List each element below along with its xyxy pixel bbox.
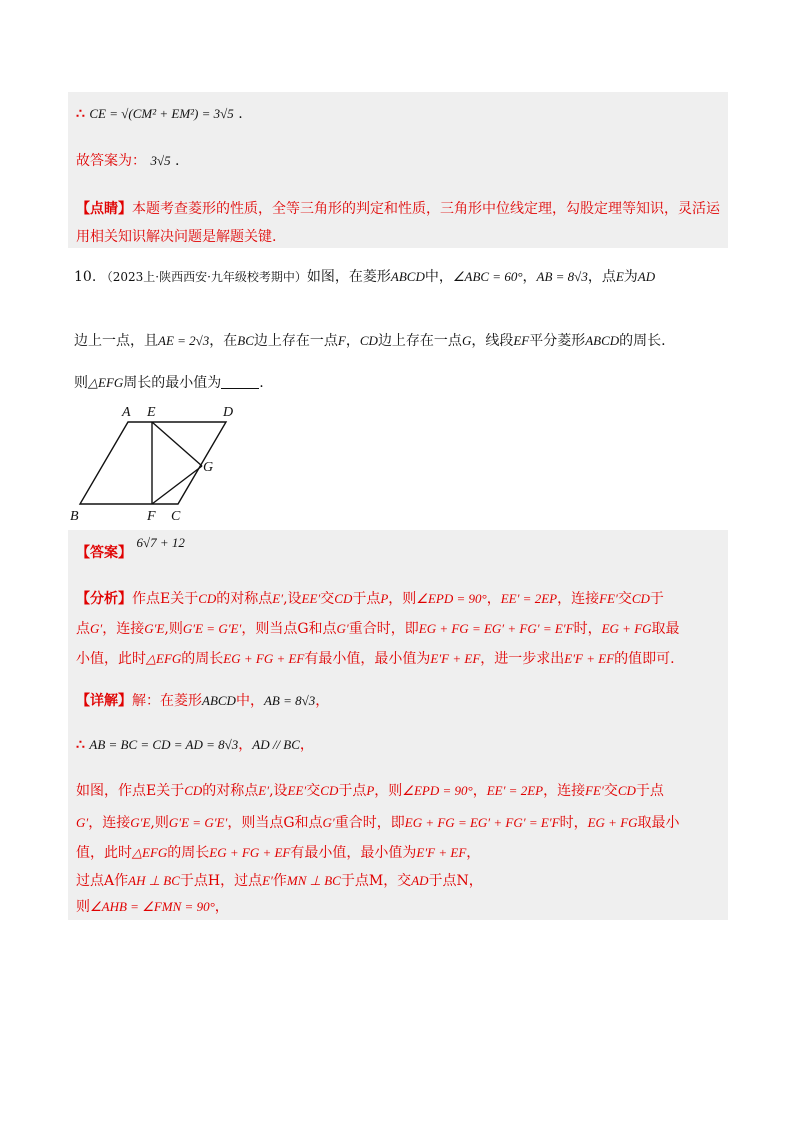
text: ，交: [383, 873, 412, 889]
math: CD: [184, 783, 203, 798]
math-g: G: [461, 333, 472, 348]
math: G′: [322, 815, 335, 830]
answer-label: 故答案为：: [76, 153, 146, 169]
math: CD: [198, 591, 217, 606]
text: ，线段: [471, 333, 514, 349]
label-f: F: [147, 509, 156, 524]
answer-value: 3√5: [150, 153, 171, 168]
analysis-line-1: [76, 588, 664, 608]
math: FE′: [585, 783, 604, 798]
text: ，: [522, 269, 537, 285]
period: .: [238, 106, 243, 122]
text: 为: [623, 269, 638, 285]
text: 有最小值，最小值为: [304, 651, 431, 667]
math-ab: AB = 8√3: [536, 269, 588, 284]
detail-line-1: [76, 690, 329, 710]
text: 的对称点: [202, 783, 259, 799]
detail-line-3: [76, 780, 664, 800]
text: M: [368, 873, 384, 889]
analysis-line-3: [76, 648, 675, 668]
math: AD // BC: [252, 737, 300, 752]
text: 平分菱形: [529, 333, 586, 349]
text: 重合时，即: [334, 815, 405, 831]
math: △EFG: [132, 845, 168, 860]
text: 于点: [179, 873, 208, 889]
text: 于点: [635, 783, 664, 799]
text: 如图，作点: [76, 783, 146, 799]
text: 作: [114, 873, 129, 889]
text: 关于: [170, 591, 199, 607]
math: P: [366, 783, 375, 798]
math: E′F + EF: [564, 651, 615, 666]
detail-tag: 【详解】: [76, 693, 132, 709]
label-e: E: [147, 405, 156, 420]
text: ，: [472, 783, 487, 799]
math: ∠EPD = 90°: [416, 591, 487, 606]
text: G: [283, 815, 295, 831]
text: 中，: [424, 269, 453, 285]
text: ，连接: [102, 621, 145, 637]
analysis-tag: 【分析】: [76, 591, 132, 607]
math: EG + FG: [587, 815, 638, 830]
math: ABCD: [202, 693, 236, 708]
ce-formula: CE = √(CM² + EM²) = 3√5: [89, 106, 234, 121]
text: ，则: [388, 591, 417, 607]
text: ，: [315, 693, 330, 709]
math: E′: [272, 591, 284, 606]
answer-line: [76, 535, 185, 562]
text: ，: [299, 737, 314, 753]
math: CD: [617, 783, 636, 798]
segment-fg: [152, 466, 202, 504]
math: G′E: [144, 621, 165, 636]
math: EG + FG = EG′ + FG′ = E′F: [404, 815, 560, 830]
text: ，在: [209, 333, 238, 349]
text: 值，此时: [76, 845, 132, 861]
answer-line: [76, 150, 180, 170]
label-b: B: [70, 509, 79, 524]
detail-line-4: [76, 812, 680, 832]
math: CD: [631, 591, 650, 606]
math: G′E = G′E′: [182, 621, 242, 636]
comment-line-1: [76, 198, 720, 218]
text: ，点: [587, 269, 616, 285]
label-c: C: [171, 509, 181, 524]
math: EG + FG = EG′ + FG′ = E′F: [418, 621, 574, 636]
text: 于: [649, 591, 664, 607]
math-ad: AD: [637, 269, 656, 284]
text: 过点: [76, 873, 104, 889]
text: E: [160, 591, 171, 607]
text: 取最: [651, 621, 680, 637]
math-abcd: ABCD: [390, 269, 425, 284]
text: ，则当点: [227, 815, 284, 831]
math: AB = BC = CD = AD = 8√3: [89, 737, 239, 752]
question-line-1: [74, 266, 655, 286]
text: ，: [238, 737, 253, 753]
math-angle-abc: ∠ABC = 60°: [452, 269, 523, 284]
math: CD: [334, 591, 353, 606]
text: 关于: [156, 783, 185, 799]
text: 作: [272, 873, 287, 889]
text: 取最小: [637, 815, 680, 831]
therefore-line: [76, 106, 243, 122]
text: ，则: [374, 783, 403, 799]
label-g: G: [203, 460, 214, 475]
math-ef: EF: [513, 333, 530, 348]
math: G′E: [130, 815, 151, 830]
comment-text: 本题考查菱形的性质，全等三角形的判定和性质，三角形中位线定理，勾股定理等知识，灵活运: [132, 201, 720, 217]
text: 时，: [559, 815, 588, 831]
text: ，: [468, 873, 483, 889]
text: 于点: [338, 783, 367, 799]
text: 点: [76, 621, 90, 637]
math: ∠EPD = 90°: [402, 783, 473, 798]
text: G: [297, 621, 309, 637]
text: 边上一点，且: [74, 333, 158, 349]
text: 边上存在一点: [377, 333, 462, 349]
text: A: [104, 873, 115, 889]
math: G′E = G′E′: [168, 815, 228, 830]
math-e: E: [615, 269, 624, 284]
text: 如图，在菱形: [306, 269, 391, 285]
math: AB = 8√3: [263, 693, 316, 708]
math: ∠AHB = ∠FMN = 90°: [90, 899, 215, 914]
question-10: [68, 258, 728, 398]
text: H: [207, 873, 221, 889]
math: EG + FG + EF: [223, 651, 305, 666]
question-line-2: [74, 330, 666, 350]
text: N: [456, 873, 469, 889]
text: ，连接: [543, 783, 586, 799]
answer-tag: 【答案】: [76, 545, 132, 561]
math: EE′: [287, 783, 307, 798]
math: E′: [258, 783, 270, 798]
math: EG + FG: [601, 621, 652, 636]
text: ，进一步求出: [480, 651, 565, 667]
text: 交: [603, 783, 618, 799]
detail-line-5: [76, 842, 480, 862]
math: P: [380, 591, 389, 606]
text: 周长的最小值为: [123, 375, 222, 391]
text: 于点: [352, 591, 381, 607]
rhombus-figure: [64, 398, 244, 526]
math: △EFG: [146, 651, 182, 666]
text: E: [146, 783, 157, 799]
text: ,设: [269, 783, 288, 799]
analysis-line-2: [76, 618, 680, 638]
text: ，: [214, 899, 229, 915]
math: E′: [262, 873, 273, 888]
text: 交: [617, 591, 632, 607]
math: EE′ = 2EP: [500, 591, 558, 606]
text: ，过点: [220, 873, 263, 889]
text: 的周长.: [619, 333, 666, 349]
math: E′F + EF: [416, 845, 467, 860]
text: 的周长: [167, 845, 210, 861]
text: 交: [306, 783, 321, 799]
math: MN ⊥ BC: [286, 873, 341, 888]
text: 边上存在一点: [253, 333, 338, 349]
segment-eg: [152, 422, 202, 466]
math: G′: [90, 621, 103, 636]
text: 和点: [294, 815, 323, 831]
text: 和点: [308, 621, 337, 637]
text: 重合时，即: [348, 621, 419, 637]
text: 则: [74, 375, 88, 391]
label-d: D: [223, 405, 234, 420]
math-f: F: [337, 333, 346, 348]
math: AH ⊥ BC: [128, 873, 180, 888]
text: 的周长: [181, 651, 224, 667]
detail-line-7: [76, 896, 229, 916]
math: G′: [336, 621, 349, 636]
math-ae: AE = 2√3: [158, 333, 210, 348]
label-a: A: [122, 405, 131, 420]
text: 小值，此时: [76, 651, 146, 667]
math: G′: [76, 815, 89, 830]
text: ，: [486, 591, 501, 607]
comment-tag: 【点睛】: [76, 201, 132, 217]
text: 作点: [132, 591, 160, 607]
math: CD: [320, 783, 339, 798]
question-number: 10.: [74, 269, 97, 285]
text: 则: [76, 899, 90, 915]
text: ，: [345, 333, 360, 349]
math-bc: BC: [237, 333, 254, 348]
math: EG + FG + EF: [209, 845, 291, 860]
math: EE′: [301, 591, 321, 606]
text: 时，: [573, 621, 602, 637]
text: 有最小值，最小值为: [290, 845, 417, 861]
question-source: （2023上·陕西西安·九年级校考期中）: [100, 270, 307, 284]
text: 中，: [235, 693, 264, 709]
comment-text: 用相关知识解决问题是解题关键.: [76, 229, 277, 245]
math: EE′ = 2EP: [486, 783, 544, 798]
answer-analysis-block: [68, 530, 728, 920]
math: E′F + EF: [430, 651, 481, 666]
text: 于点: [428, 873, 457, 889]
text: ，: [466, 845, 481, 861]
question-line-3: [74, 372, 264, 392]
text: ，连接: [88, 815, 131, 831]
answer-value: 6√7 + 12: [136, 535, 185, 550]
period: .: [175, 153, 180, 169]
math-triangle-efg: △EFG: [88, 375, 124, 390]
text: 的值即可.: [614, 651, 675, 667]
therefore-symbol: ∴: [76, 106, 85, 122]
therefore-symbol: ∴: [76, 737, 85, 753]
detail-line-2: [76, 734, 314, 754]
solution-continuation: [68, 92, 728, 248]
text: 于点: [340, 873, 369, 889]
math: FE′: [599, 591, 618, 606]
comment-line-2: [76, 226, 276, 246]
text: ，连接: [557, 591, 600, 607]
text: ，则当点: [241, 621, 298, 637]
text: .: [259, 375, 264, 391]
answer-blank: [221, 376, 259, 389]
text: ,设: [283, 591, 302, 607]
detail-line-6: [76, 870, 483, 890]
text: 交: [320, 591, 335, 607]
math: AD: [411, 873, 429, 888]
text: ,则: [164, 621, 183, 637]
math-cd: CD: [359, 333, 378, 348]
text: 解：在菱形: [132, 693, 202, 709]
text: ,则: [150, 815, 169, 831]
math-abcd: ABCD: [585, 333, 620, 348]
text: 的对称点: [216, 591, 273, 607]
